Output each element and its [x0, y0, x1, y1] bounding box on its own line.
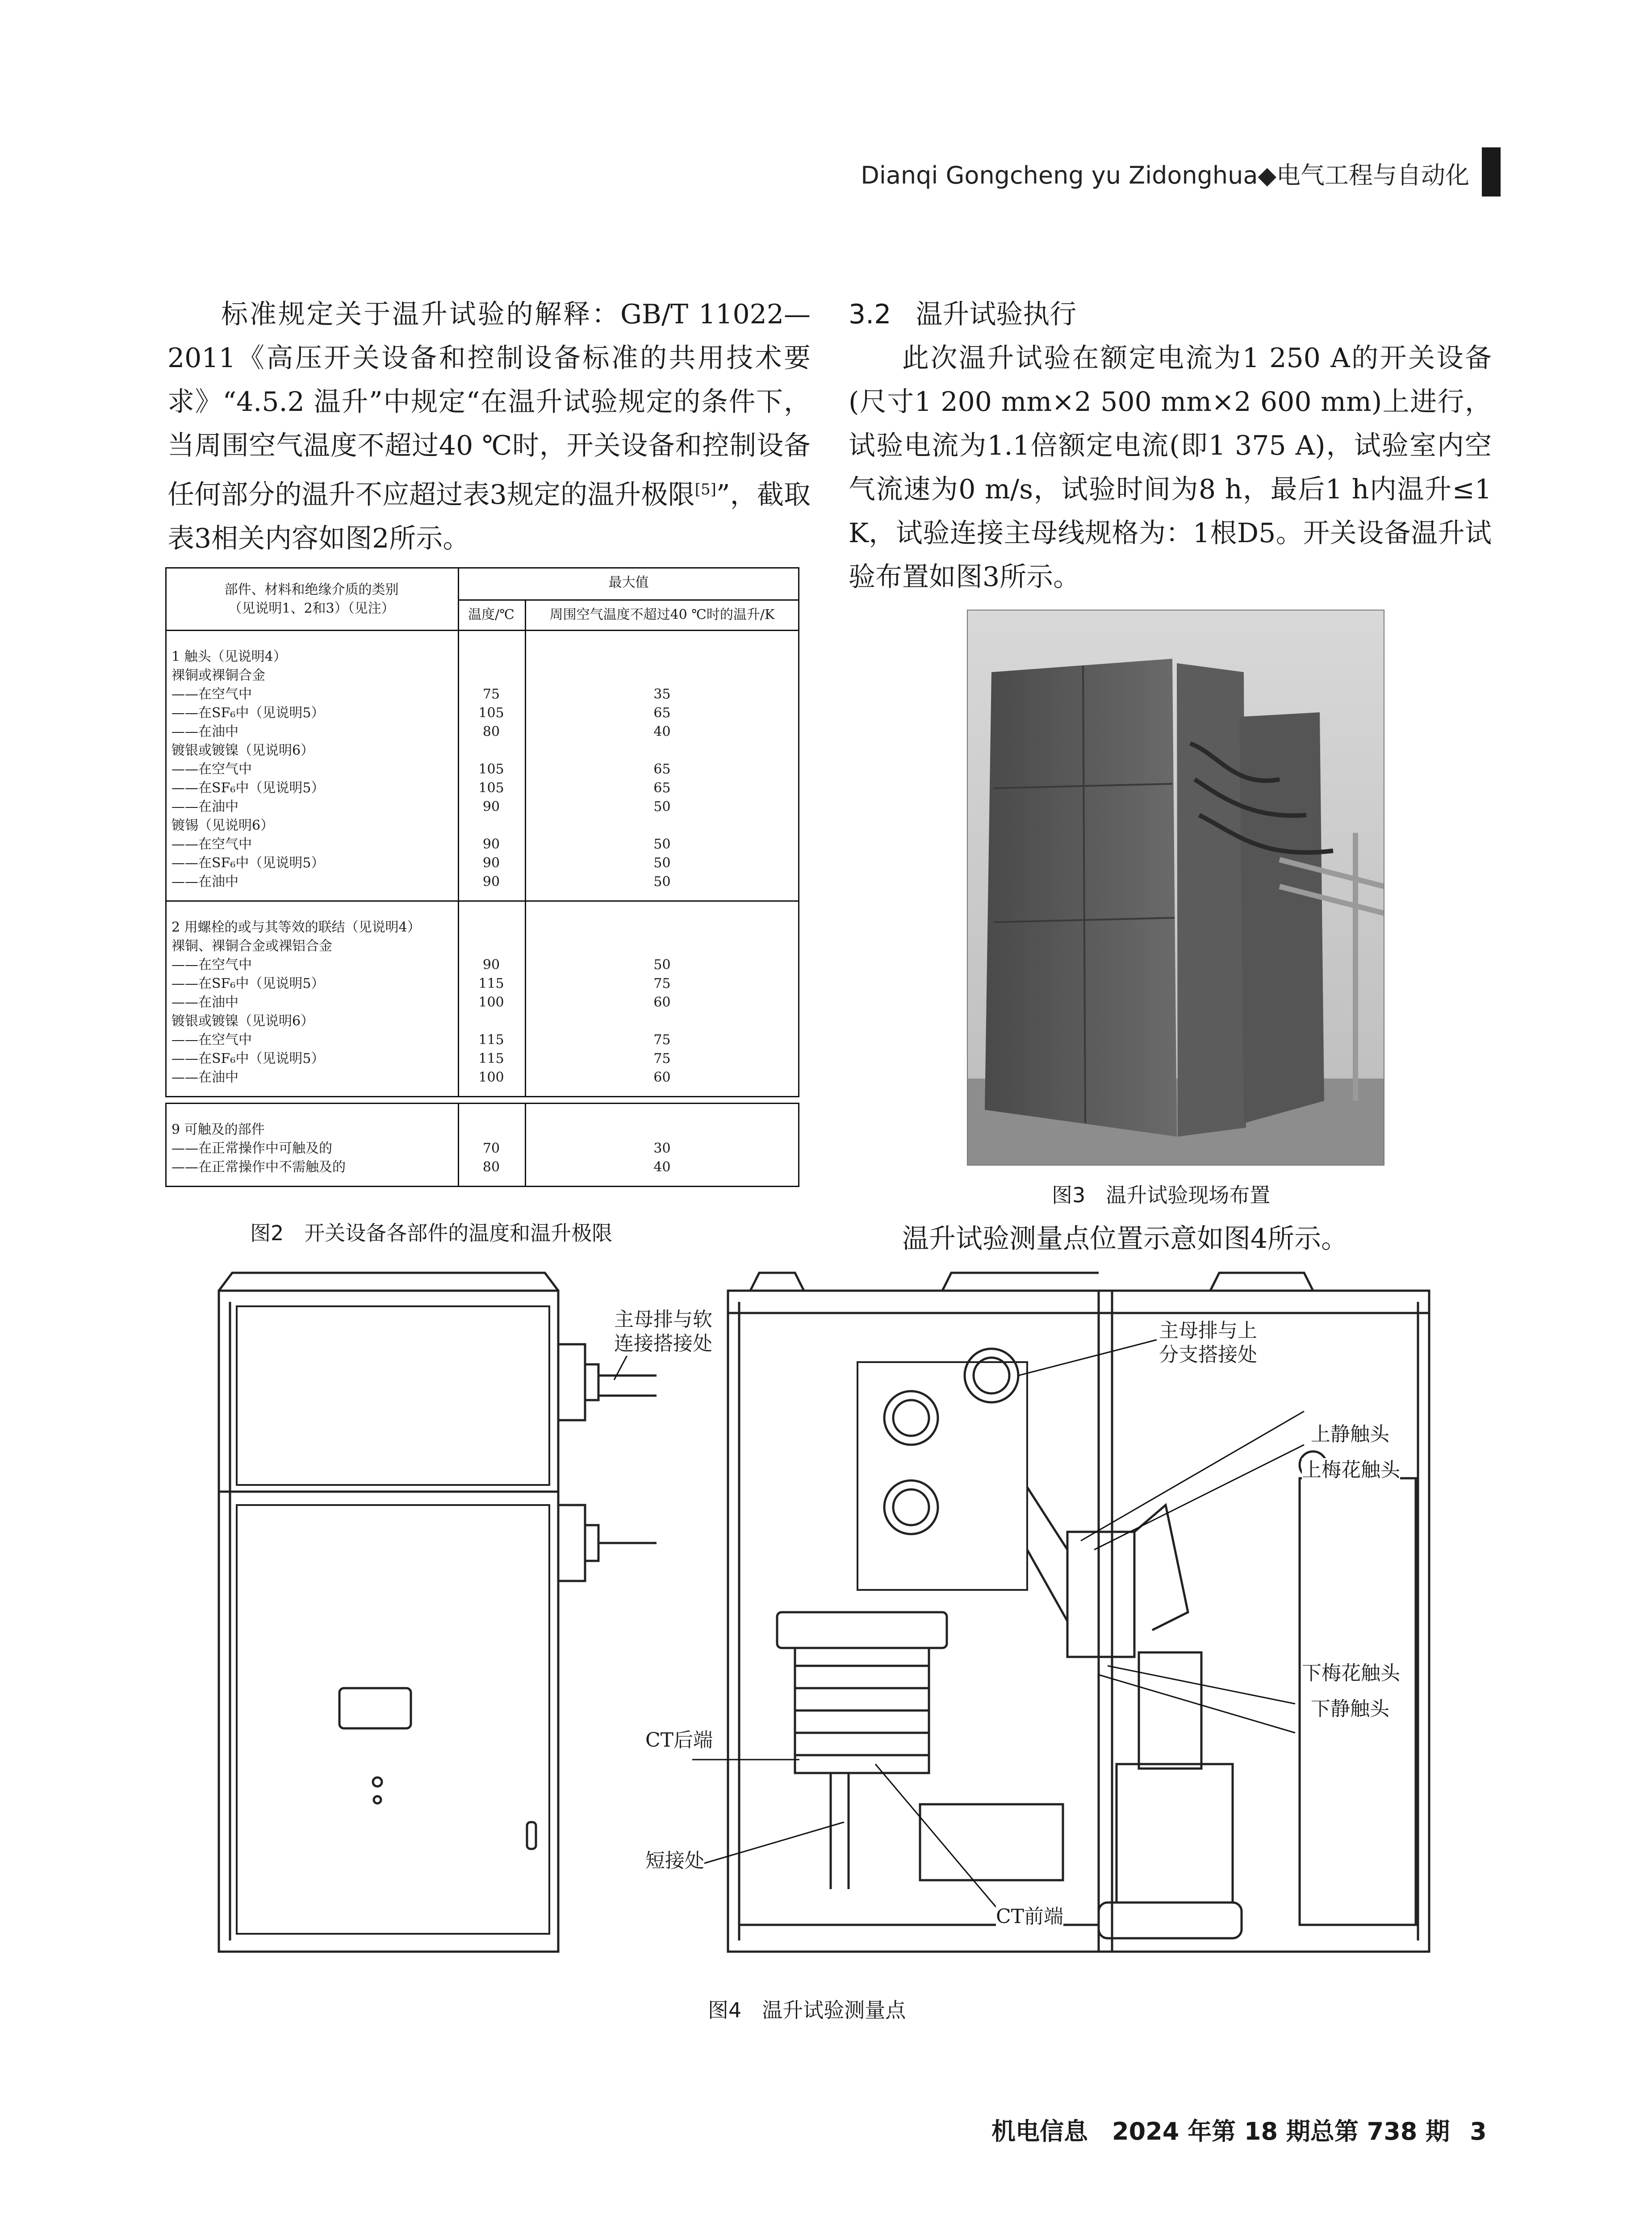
table-row-temp: 80 [482, 724, 500, 740]
table-row-temp: 105 [478, 780, 504, 796]
table-row-label: 镀银或镀镍（见说明6） [171, 743, 314, 758]
table-row-label: ——在SF₆中（见说明5） [171, 855, 325, 871]
label-main-branch: 主母排与上 分支搭接处 [1159, 1319, 1257, 1366]
right-column-text [849, 336, 1492, 599]
table-row-temp: 90 [482, 957, 500, 973]
running-header [861, 147, 1501, 197]
label-ct-rear: CT后端 [645, 1729, 713, 1752]
footer-text: 机电信息 2024 年第 18 期总第 738 期 [991, 2117, 1450, 2145]
table-row-label: 镀锡（见说明6） [171, 818, 274, 833]
table-row-temp: 80 [482, 1159, 500, 1175]
table-row-label: ——在空气中 [171, 686, 252, 702]
label-lower-static: 下静触头 [1311, 1698, 1389, 1720]
table-row-rise: 30 [653, 1141, 671, 1156]
table-row-label: ——在正常操作中可触及的 [171, 1141, 332, 1156]
table-row-label: ——在油中 [171, 1070, 238, 1085]
header-separator: ◆ [1258, 161, 1276, 189]
section-number: 3.2 [849, 299, 891, 330]
fig3-caption: 图3 温升试验现场布置 [1052, 1183, 1271, 1207]
table-row-label: 裸铜、裸铜合金或裸铝合金 [171, 938, 332, 954]
measurement-points-diagram [205, 1264, 1447, 1983]
label-upper-static: 上静触头 [1311, 1423, 1389, 1446]
fig4-caption: 图4 温升试验测量点 [708, 1998, 906, 2022]
table-row-label: ——在SF₆中（见说明5） [171, 780, 325, 796]
body-paragraph: 标准规定关于温升试验的解释：GB/T 11022—2011《高压开关设备和控制设备标准的共用技术要求》“4.5.2 温升”中规定“在温升试验规定的条件下，当周围空气温度不超过40 ℃时，开关设备和控制设备任何部分的温升不应超过表3规定的温升极限 [167, 299, 811, 510]
label-short: 短接处 [645, 1849, 704, 1872]
left-column-text [167, 293, 811, 560]
table-row-label: ——在空气中 [171, 1032, 252, 1048]
journal-title: 电气工程与自动化 [1276, 161, 1469, 189]
label-main-soft: 主母排与软 连接搭接处 [614, 1308, 712, 1355]
limits-table [165, 567, 799, 1201]
table-row-rise: 50 [653, 874, 671, 890]
table-row-rise: 50 [653, 799, 671, 815]
table-row-label: ——在SF₆中（见说明5） [171, 1051, 325, 1066]
table-row-rise: 60 [653, 1070, 671, 1085]
table-row-rise: 75 [653, 1032, 671, 1048]
table-row-temp: 115 [478, 976, 504, 991]
table-row-temp: 90 [482, 799, 500, 815]
table-row-label: ——在油中 [171, 724, 238, 740]
table-row-label: ——在空气中 [171, 836, 252, 852]
body-paragraph-tail: ”，截取表3相关内容如图2所示。 [167, 479, 811, 554]
table-row-temp: 90 [482, 855, 500, 871]
table-row-label: 9 可触及的部件 [171, 1122, 265, 1137]
table-row-label: ——在油中 [171, 995, 238, 1010]
section-title: 温升试验执行 [916, 299, 1077, 330]
table-header-category: 部件、材料和绝缘介质的类别 [224, 582, 399, 598]
table-row-rise: 50 [653, 855, 671, 871]
table-row-label: 1 触头（见说明4） [171, 649, 287, 665]
table-header-category-note: （见说明1、2和3）（见注） [228, 601, 395, 616]
table-row-label: ——在油中 [171, 799, 238, 815]
table-row-temp: 105 [478, 705, 504, 721]
table-row-temp: 115 [478, 1051, 504, 1066]
table-header-max: 最大值 [608, 575, 649, 590]
table-row-rise: 75 [653, 1051, 671, 1066]
table-row-label: 裸铜或裸铜合金 [171, 668, 265, 683]
table-row-label: ——在SF₆中（见说明5） [171, 705, 325, 721]
table-row-label: ——在SF₆中（见说明5） [171, 976, 325, 991]
table-row-temp: 90 [482, 836, 500, 852]
fig2-caption: 图2 开关设备各部件的温度和温升极限 [250, 1221, 613, 1245]
table-row-label: ——在油中 [171, 874, 238, 890]
body-paragraph: 温升试验测量点位置示意如图4所示。 [902, 1223, 1348, 1254]
citation-ref: [5] [694, 481, 716, 498]
table-row-label: ——在正常操作中不需触及的 [171, 1159, 346, 1175]
table-row-temp: 70 [482, 1141, 500, 1156]
table-row-rise: 60 [653, 995, 671, 1010]
label-upper-plum: 上梅花触头 [1302, 1459, 1400, 1481]
label-ct-front: CT前端 [996, 1905, 1064, 1928]
table-row-label: ——在空气中 [171, 957, 252, 973]
table-header-rise: 周围空气温度不超过40 ℃时的温升/K [549, 607, 775, 623]
journal-pinyin: Dianqi Gongcheng yu Zidonghua [861, 161, 1258, 189]
table-row-rise: 40 [653, 724, 671, 740]
table-row-rise: 35 [653, 686, 671, 702]
page-footer [991, 2112, 1487, 2147]
table-row-temp: 75 [482, 686, 500, 702]
table-row-temp: 100 [478, 1070, 504, 1085]
table-row-rise: 65 [653, 705, 671, 721]
body-paragraph: 此次温升试验在额定电流为1 250 A的开关设备(尺寸1 200 mm×2 500 mm×2 600 mm)上进行，试验电流为1.1倍额定电流(即1 375 A)，试验室内空气流速为0 m/s，试验时间为8 h，最后1 h内温升≤1 K，试验连接主母线规格为：1根D5。开关设备温升试验布置如图3所示。 [849, 343, 1492, 593]
table-row-label: 镀银或镀镍（见说明6） [171, 1013, 314, 1029]
table-row-label: 2 用螺栓的或与其等效的联结（见说明4） [171, 920, 421, 935]
table-row-rise: 50 [653, 957, 671, 973]
table-row-temp: 100 [478, 995, 504, 1010]
table-row-label: ——在空气中 [171, 761, 252, 777]
table-row-temp: 105 [478, 761, 504, 777]
page-number: 3 [1470, 2117, 1487, 2145]
header-bar [1482, 147, 1501, 197]
table-row-rise: 65 [653, 780, 671, 796]
section-heading [849, 293, 1076, 336]
table-row-rise: 40 [653, 1159, 671, 1175]
label-lower-plum: 下梅花触头 [1302, 1662, 1400, 1685]
test-site-photo [967, 610, 1384, 1166]
table-header-temp: 温度/℃ [468, 607, 514, 623]
table-row-rise: 50 [653, 836, 671, 852]
table-row-rise: 65 [653, 761, 671, 777]
table-row-rise: 75 [653, 976, 671, 991]
table-row-temp: 115 [478, 1032, 504, 1048]
table-row-temp: 90 [482, 874, 500, 890]
